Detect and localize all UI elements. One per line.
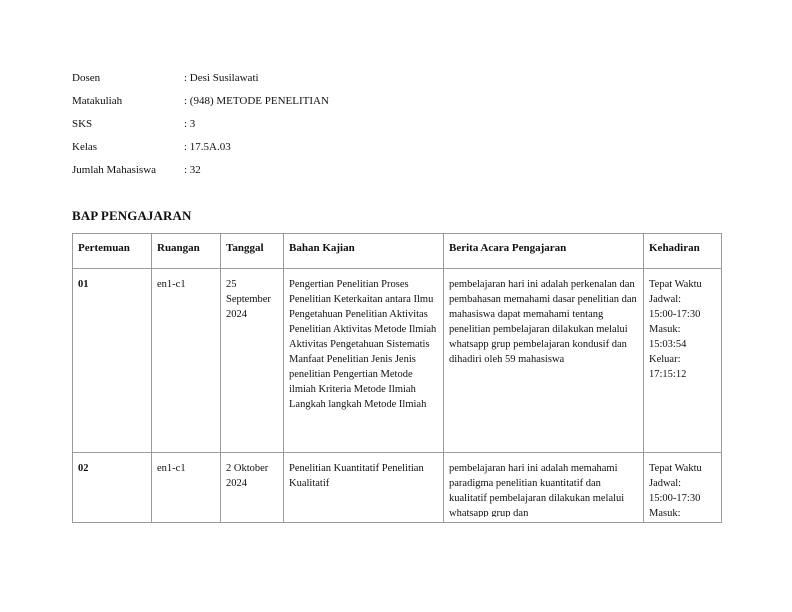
- kehadiran-masuk-label: Masuk:: [649, 324, 681, 335]
- cell-bahan-kajian: Penelitian Kuantitatif Penelitian Kualitatif: [284, 453, 444, 523]
- kehadiran-status: Tepat Waktu: [649, 463, 702, 474]
- table-header-row: [73, 234, 722, 269]
- header-pertemuan: Pertemuan: [73, 234, 152, 269]
- kehadiran-masuk-value: 15:03:54: [649, 339, 687, 350]
- table-row: [73, 453, 722, 523]
- cell-pertemuan: 02: [73, 453, 152, 523]
- kehadiran-lines: [649, 461, 716, 517]
- info-row-kelas: [72, 139, 329, 162]
- info-label: SKS: [72, 118, 93, 130]
- info-label: Matakuliah: [72, 95, 123, 107]
- cell-berita-acara: pembelajaran hari ini adalah perkenalan dan pembahasan memahami dasar penelitian dan mahasiswa dapat memahami tentang penelitian pembelajaran dilakukan melalui whatsapp grup pembelajaran kondusif dan dihadiri oleh 59 mahasiswa: [444, 269, 644, 453]
- info-label: Jumlah Mahasiswa: [72, 164, 157, 176]
- info-value: : 17.5A.03: [184, 141, 231, 153]
- kehadiran-status: Tepat Waktu: [649, 279, 702, 290]
- info-value: : (948) METODE PENELITIAN: [184, 95, 329, 107]
- info-value: : Desi Susilawati: [184, 72, 259, 84]
- cell-bahan-kajian: Pengertian Penelitian Proses Penelitian Keterkaitan antara Ilmu Pengetahuan Penelitian Aktivitas Penelitian Aktivitas Metode Ilmiah Aktivitas Pengetahuan Sistematis Manfaat Penelitian Jenis Jenis penelitian Pengertian Metode ilmiah Kriteria Metode Ilmiah Langkah langkah Metode Ilmiah: [284, 269, 444, 453]
- cell-kehadiran: [644, 269, 722, 453]
- cell-kehadiran: [644, 453, 722, 523]
- cell-ruangan: en1-c1: [152, 453, 221, 523]
- kehadiran-jadwal-label: Jadwal:: [649, 294, 682, 305]
- header-tanggal: Tanggal: [221, 234, 284, 269]
- header-berita-acara: Berita Acara Pengajaran: [444, 234, 644, 269]
- info-value: : 32: [184, 164, 201, 176]
- header-bahan-kajian: Bahan Kajian: [284, 234, 444, 269]
- bap-table: [72, 233, 722, 523]
- kehadiran-jadwal-label: Jadwal:: [649, 478, 682, 489]
- info-row-sks: [72, 116, 329, 139]
- cell-tanggal: 25 September 2024: [221, 269, 284, 453]
- info-row-matakuliah: [72, 93, 329, 116]
- info-row-jumlah-mahasiswa: [72, 162, 329, 185]
- header-ruangan: Ruangan: [152, 234, 221, 269]
- cell-berita-acara: [444, 453, 644, 523]
- cell-pertemuan: 01: [73, 269, 152, 453]
- berita-acara-text: pembelajaran hari ini adalah memahami paradigma penelitian kuantitatif dan kualitatif pembelajaran dilakukan melalui whatsapp grup dan: [449, 463, 625, 517]
- kehadiran-masuk-label: Masuk:: [649, 508, 681, 517]
- section-title: BAP PENGAJARAN: [72, 208, 192, 223]
- table-row: [73, 269, 722, 453]
- info-label: Kelas: [72, 141, 98, 153]
- kehadiran-jadwal-value: 15:00-17:30: [649, 309, 701, 320]
- cell-tanggal: 2 Oktober 2024: [221, 453, 284, 523]
- info-row-dosen: [72, 70, 329, 93]
- cell-ruangan: en1-c1: [152, 269, 221, 453]
- kehadiran-keluar-label: Keluar:: [649, 354, 681, 365]
- course-info: [72, 70, 329, 185]
- header-kehadiran: Kehadiran: [644, 234, 722, 269]
- kehadiran-keluar-value: 17:15:12: [649, 369, 687, 380]
- info-label: Dosen: [72, 72, 101, 84]
- kehadiran-jadwal-value: 15:00-17:30: [649, 493, 701, 504]
- info-value: : 3: [184, 118, 196, 130]
